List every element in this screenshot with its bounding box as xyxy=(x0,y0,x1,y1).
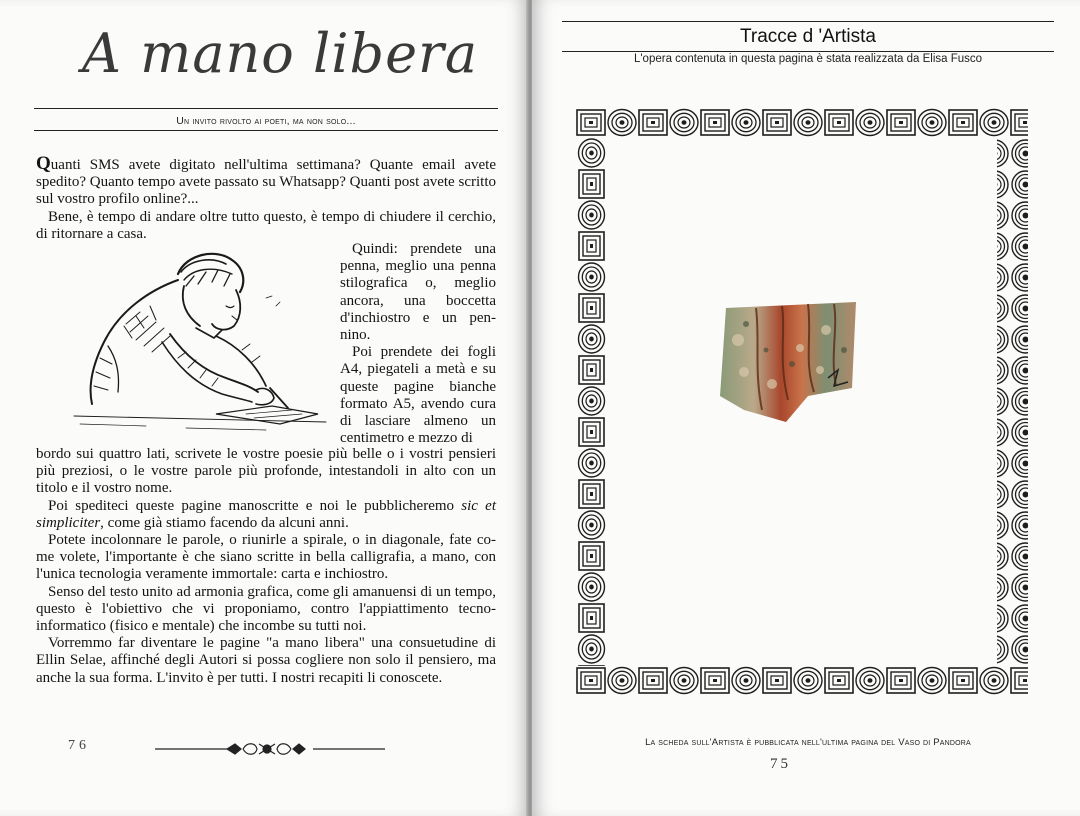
section-title: Tracce d 'Artista xyxy=(740,26,876,47)
right-page-number: 75 xyxy=(770,756,791,772)
paragraph-4-continued: bordo sui quattro lati, scrivete le vostre poesie più belle o i vostri pensieri più preziosi, o le vostre parole più profonde, intestandoli in alto con un titolo e il vostro nome. xyxy=(36,446,496,497)
paragraph-2: Bene, è tempo di andare oltre tutto questo, è tempo di chiudere il cerchio, di ritornare a casa. xyxy=(36,208,496,242)
paragraph-5: Poi spediteci queste pagine manoscritte e noi le pubblicheremo sic et simpliciter, come già stiamo facendo da alcuni anni. xyxy=(36,497,496,531)
artist-note-footer: La scheda sull'Artista è pubblicata nell'ultima pagina del Vaso di Pandora xyxy=(645,737,971,748)
intro-paragraph: Quanti SMS avete digitato nell'ultima settimana? Quante email avete spedito? Quanto tempo avete passato su Whatsapp? Quanti post avete scritto sul vostro profilo online?... xyxy=(36,153,496,208)
right-rule-top xyxy=(562,21,1054,22)
paragraph-7: Senso del testo unito ad armonia grafica, come gli amanuensi di un tempo, questo è l'obiettivo che vi proponiamo, contro l'appiattimento tecno-informatico (fisico e mentale) che incombe su tutti noi. xyxy=(36,583,496,635)
writing-man-illustration xyxy=(66,246,334,432)
main-body xyxy=(36,446,496,687)
left-page-number: 76 xyxy=(68,738,90,753)
intro-block xyxy=(36,155,496,243)
page-title-script: A mano libera xyxy=(81,22,479,85)
narrow-column xyxy=(340,241,496,447)
page-subtitle: Un invito rivolto ai poeti, ma non solo... xyxy=(176,115,356,127)
paragraph-4: Poi prendete dei fogli A4, piegateli a metà e su queste pagine bianche formato A5, avendo cura di lasciare almeno un centimetro e mezzo di xyxy=(340,344,496,447)
title-rule-bottom xyxy=(34,130,498,131)
ornament-divider xyxy=(155,738,385,760)
artist-credit: L'opera contenuta in questa pagina è stata realizzata da Elisa Fusco xyxy=(633,53,983,65)
right-rule-mid xyxy=(562,51,1054,52)
paragraph-8: Vorremmo far diventare le pagine "a mano libera" una consuetudine di Ellin Selae, affinché degli Autori si possa cogliere non solo il pensiero, ma anche la sua forma. L'invito è per tutti. I nostri recapiti li conoscete. xyxy=(36,635,496,686)
artwork-tree-bark xyxy=(716,300,860,424)
title-rule-top xyxy=(34,108,498,109)
paragraph-6: Potete incolonnare le parole, o riunirle a spirale, o in diagonale, fate co- me volete, l'importante è che siano scritte in bella calligrafia, a mano, con l'unica tecnologia veramente immortale: carta e inchiostro. xyxy=(36,532,496,583)
paragraph-3: Quindi: prendete una penna, meglio una penna stilografica o, meglio ancora, una boccetta d'inchiostro e un pen- nino. xyxy=(340,241,496,344)
